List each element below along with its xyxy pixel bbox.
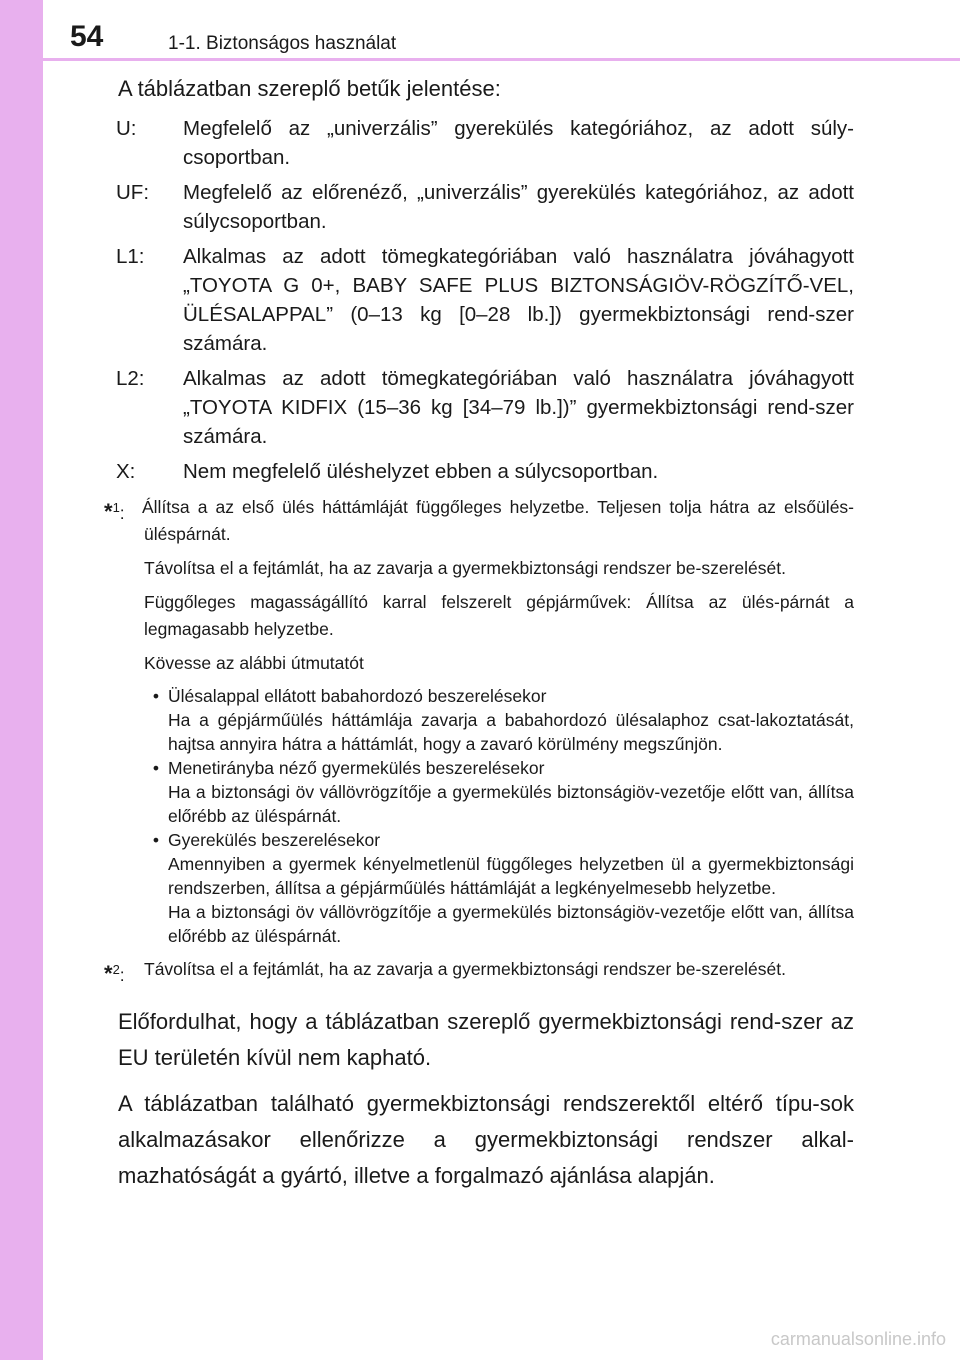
list-item-text: Ha a gépjárműülés háttámlája zavarja a babahordozó ülésalaphoz csat-lakoztatását, hajtsa annyira hátra a háttámlát, hogy a zavaró körülmény megszűnjön. [168, 710, 854, 754]
footnote-body [144, 494, 854, 948]
page-number: 54 [70, 20, 104, 53]
footnote-paragraph: Kövesse az alábbi útmutatót [144, 653, 364, 673]
legend-key: L2: [116, 367, 145, 390]
legend-intro: A táblázatban szereplő betűk jelentése: [118, 76, 501, 101]
bullet-icon: • [152, 686, 160, 706]
footnote-paragraph: Távolítsa el a fejtámlát, ha az zavarja a gyermekbiztonsági rendszer be-szerelését. [144, 558, 786, 578]
legend-text: Alkalmas az adott tömegkategóriában való használatra jóváhagyott „TOYOTA G 0+, BABY SAFE PLUS BIZTONSÁGIÖV-RÖGZÍTŐ-VEL, ÜLÉSALAPPAL” (0–13 kg [0–28 lb.]) gyermekbiztonsági rend-szer számára. [183, 245, 854, 355]
header-divider [43, 58, 960, 61]
legend-key: L1: [116, 245, 145, 268]
legend-key: X: [116, 460, 136, 483]
footnote-body [144, 956, 854, 990]
side-color-strip [0, 0, 43, 1360]
closing-paragraph: A táblázatban található gyermekbiztonsági rendszerektől eltérő típu-sok alkalmazásakor ellenőrizze a gyermekbiztonsági rendszer alkal-mazhatóságát a gyártó, illetve a forgalmazó ajánlása alapján. [118, 1091, 854, 1188]
page-content [104, 76, 854, 1194]
closing-paragraph: Előfordulhat, hogy a táblázatban szereplő gyermekbiztonsági rend-szer az EU területén kívül nem kapható. [118, 1009, 854, 1070]
list-item [144, 756, 854, 828]
footnote-marker: *$^2$: [104, 960, 125, 986]
legend-text: Megfelelő az előrenéző, „univerzális” gyerekülés kategóriához, az adott súlycsoportban. [183, 181, 854, 233]
watermark-text: carmanualsonline.info [770, 1329, 946, 1349]
footnote-1 [104, 494, 854, 948]
legend-key: UF: [116, 181, 150, 204]
legend-key: U: [116, 117, 137, 140]
legend-item [104, 114, 854, 172]
footnote-paragraph: Távolítsa el a fejtámlát, ha az zavarja a gyermekbiztonsági rendszer be-szerelését. [144, 959, 786, 979]
bullet-icon: • [152, 830, 160, 850]
legend-text: Megfelelő az „univerzális” gyerekülés kategóriához, az adott súly-csoportban. [183, 117, 854, 169]
legend-item [104, 242, 854, 358]
list-item-text: Amennyiben a gyermek kényelmetlenül függőleges helyzetben ül a gyermekbiztonsági rendszerben, állítsa a gépjárműülés háttámláját a legkényelmesebb helyzetbe. [168, 854, 854, 898]
list-item-title: Gyerekülés beszerelésekor [168, 830, 381, 850]
list-item [144, 828, 854, 948]
list-item-text: Ha a biztonsági öv vállövrögzítője a gyermekülés biztonságiöv-vezetője előtt van, állítsa előrébb az üléspárnát. [168, 902, 854, 946]
legend-text: Alkalmas az adott tömegkategóriában való használatra jóváhagyott „TOYOTA KIDFIX (15–36 kg [34–79 lb.])” gyermekbiztonsági rend-szer számára. [183, 367, 854, 448]
list-item-title: Ülésalappal ellátott babahordozó beszerelésekor [168, 686, 547, 706]
footnote-paragraph: Függőleges magasságállító karral felszerelt gépjárművek: Állítsa az ülés-párnát a legmagasabb helyzetbe. [144, 592, 854, 639]
legend-text: Nem megfelelő üléshelyzet ebben a súlycsoportban. [183, 460, 659, 483]
section-title: 1-1. Biztonságos használat [168, 33, 397, 54]
legend-item [104, 178, 854, 236]
legend-item [104, 457, 854, 486]
instruction-list [144, 684, 854, 948]
legend-item [104, 364, 854, 451]
footnote-paragraph: Állítsa a az első ülés háttámláját függőleges helyzetbe. Teljesen tolja hátra az elsőülés-üléspárnát. [142, 497, 854, 544]
bullet-icon: • [152, 758, 160, 778]
footnote-2 [104, 956, 854, 990]
list-item-text: Ha a biztonsági öv vállövrögzítője a gyermekülés biztonságiöv-vezetője előtt van, állítsa előrébb az üléspárnát. [168, 782, 854, 826]
footnote-marker: *$^1$: [104, 498, 125, 524]
list-item [144, 684, 854, 756]
list-item-title: Menetirányba néző gyermekülés beszerelésekor [168, 758, 545, 778]
